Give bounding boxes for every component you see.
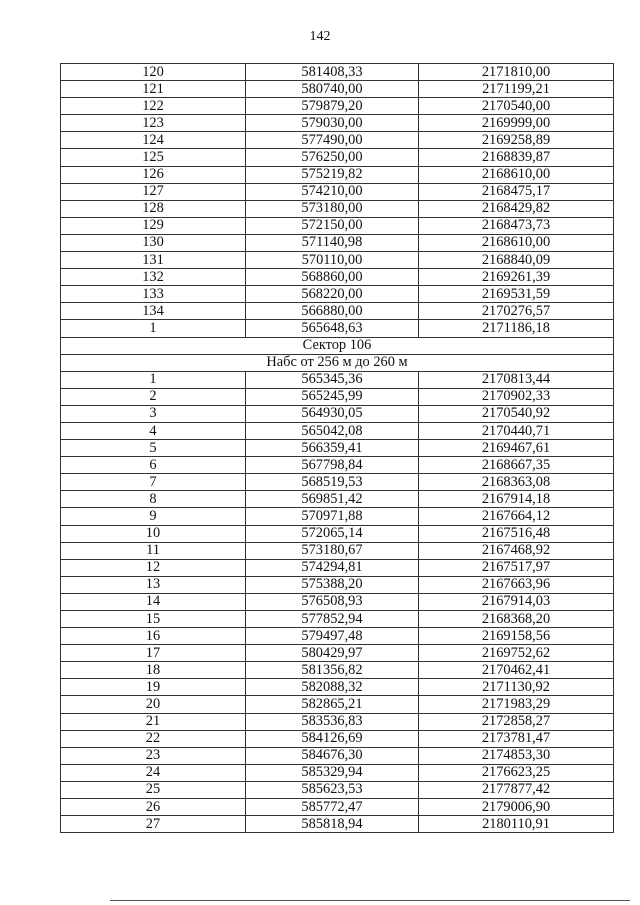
- point-number-cell: 2: [61, 388, 246, 405]
- table-row: [61, 183, 614, 200]
- x-coordinate-cell: 567798,84: [246, 457, 419, 474]
- table-row: [61, 81, 614, 98]
- table-row: [61, 628, 614, 645]
- coordinates-table: [60, 63, 614, 833]
- x-coordinate-cell: 585818,94: [246, 816, 419, 833]
- table-row: [61, 474, 614, 491]
- point-number-cell: 5: [61, 440, 246, 457]
- y-coordinate-cell: 2170276,57: [419, 303, 614, 320]
- y-coordinate-cell: 2168363,08: [419, 474, 614, 491]
- y-coordinate-cell: 2167517,97: [419, 559, 614, 576]
- point-number-cell: 15: [61, 611, 246, 628]
- point-number-cell: 1: [61, 320, 246, 337]
- point-number-cell: 13: [61, 576, 246, 593]
- point-number-cell: 12: [61, 559, 246, 576]
- table-row: [61, 799, 614, 816]
- y-coordinate-cell: 2168610,00: [419, 234, 614, 251]
- y-coordinate-cell: 2167664,12: [419, 508, 614, 525]
- point-number-cell: 16: [61, 628, 246, 645]
- x-coordinate-cell: 564930,05: [246, 405, 419, 422]
- x-coordinate-cell: 565648,63: [246, 320, 419, 337]
- table-row: [61, 747, 614, 764]
- point-number-cell: 133: [61, 286, 246, 303]
- point-number-cell: 121: [61, 81, 246, 98]
- point-number-cell: 126: [61, 166, 246, 183]
- x-coordinate-cell: 581356,82: [246, 662, 419, 679]
- x-coordinate-cell: 582865,21: [246, 696, 419, 713]
- table-row: [61, 422, 614, 439]
- x-coordinate-cell: 572065,14: [246, 525, 419, 542]
- y-coordinate-cell: 2169531,59: [419, 286, 614, 303]
- x-coordinate-cell: 574294,81: [246, 559, 419, 576]
- table-row: [61, 525, 614, 542]
- table-row: [61, 234, 614, 251]
- x-coordinate-cell: 584126,69: [246, 730, 419, 747]
- point-number-cell: 1: [61, 371, 246, 388]
- y-coordinate-cell: 2169752,62: [419, 645, 614, 662]
- table-row: [61, 781, 614, 798]
- point-number-cell: 23: [61, 747, 246, 764]
- y-coordinate-cell: 2170540,92: [419, 405, 614, 422]
- y-coordinate-cell: 2170813,44: [419, 371, 614, 388]
- point-number-cell: 9: [61, 508, 246, 525]
- x-coordinate-cell: 571140,98: [246, 234, 419, 251]
- table-row: [61, 98, 614, 115]
- x-coordinate-cell: 575388,20: [246, 576, 419, 593]
- table-body: [61, 64, 614, 833]
- point-number-cell: 130: [61, 234, 246, 251]
- y-coordinate-cell: 2168475,17: [419, 183, 614, 200]
- y-coordinate-cell: 2171810,00: [419, 64, 614, 81]
- table-row: [61, 645, 614, 662]
- point-number-cell: 120: [61, 64, 246, 81]
- y-coordinate-cell: 2167468,92: [419, 542, 614, 559]
- point-number-cell: 14: [61, 593, 246, 610]
- point-number-cell: 21: [61, 713, 246, 730]
- y-coordinate-cell: 2171983,29: [419, 696, 614, 713]
- point-number-cell: 125: [61, 149, 246, 166]
- x-coordinate-cell: 576250,00: [246, 149, 419, 166]
- x-coordinate-cell: 570110,00: [246, 252, 419, 269]
- x-coordinate-cell: 575219,82: [246, 166, 419, 183]
- table-row: [61, 576, 614, 593]
- table-row: [61, 730, 614, 747]
- point-number-cell: 17: [61, 645, 246, 662]
- y-coordinate-cell: 2167663,96: [419, 576, 614, 593]
- point-number-cell: 128: [61, 200, 246, 217]
- table-row: [61, 662, 614, 679]
- point-number-cell: 129: [61, 217, 246, 234]
- x-coordinate-cell: 582088,32: [246, 679, 419, 696]
- y-coordinate-cell: 2168429,82: [419, 200, 614, 217]
- point-number-cell: 4: [61, 422, 246, 439]
- point-number-cell: 131: [61, 252, 246, 269]
- point-number-cell: 27: [61, 816, 246, 833]
- x-coordinate-cell: 569851,42: [246, 491, 419, 508]
- y-coordinate-cell: 2171186,18: [419, 320, 614, 337]
- x-coordinate-cell: 576508,93: [246, 593, 419, 610]
- table-row: [61, 440, 614, 457]
- point-number-cell: 19: [61, 679, 246, 696]
- y-coordinate-cell: 2169158,56: [419, 628, 614, 645]
- point-number-cell: 6: [61, 457, 246, 474]
- point-number-cell: 24: [61, 764, 246, 781]
- bottom-rule: [110, 900, 630, 901]
- table-row: [61, 388, 614, 405]
- y-coordinate-cell: 2168610,00: [419, 166, 614, 183]
- x-coordinate-cell: 585329,94: [246, 764, 419, 781]
- x-coordinate-cell: 584676,30: [246, 747, 419, 764]
- table-row: [61, 303, 614, 320]
- table-row: [61, 713, 614, 730]
- table-row: [61, 166, 614, 183]
- table-row: [61, 371, 614, 388]
- point-number-cell: 25: [61, 781, 246, 798]
- table-row: [61, 200, 614, 217]
- x-coordinate-cell: 585623,53: [246, 781, 419, 798]
- y-coordinate-cell: 2172858,27: [419, 713, 614, 730]
- x-coordinate-cell: 573180,00: [246, 200, 419, 217]
- table-row: [61, 816, 614, 833]
- y-coordinate-cell: 2167516,48: [419, 525, 614, 542]
- x-coordinate-cell: 573180,67: [246, 542, 419, 559]
- x-coordinate-cell: 579497,48: [246, 628, 419, 645]
- table-row: [61, 269, 614, 286]
- y-coordinate-cell: 2170440,71: [419, 422, 614, 439]
- point-number-cell: 26: [61, 799, 246, 816]
- point-number-cell: 7: [61, 474, 246, 491]
- point-number-cell: 123: [61, 115, 246, 132]
- y-coordinate-cell: 2167914,18: [419, 491, 614, 508]
- x-coordinate-cell: 568860,00: [246, 269, 419, 286]
- y-coordinate-cell: 2168840,09: [419, 252, 614, 269]
- section-header-row: [61, 354, 614, 371]
- x-coordinate-cell: 565042,08: [246, 422, 419, 439]
- y-coordinate-cell: 2170540,00: [419, 98, 614, 115]
- page-number: 142: [309, 29, 331, 44]
- point-number-cell: 20: [61, 696, 246, 713]
- x-coordinate-cell: 580429,97: [246, 645, 419, 662]
- table-row: [61, 132, 614, 149]
- table-row: [61, 115, 614, 132]
- table-row: [61, 491, 614, 508]
- x-coordinate-cell: 577490,00: [246, 132, 419, 149]
- y-coordinate-cell: 2167914,03: [419, 593, 614, 610]
- point-number-cell: 10: [61, 525, 246, 542]
- point-number-cell: 124: [61, 132, 246, 149]
- table-row: [61, 679, 614, 696]
- table-row: [61, 252, 614, 269]
- table-row: [61, 217, 614, 234]
- x-coordinate-cell: 566880,00: [246, 303, 419, 320]
- y-coordinate-cell: 2176623,25: [419, 764, 614, 781]
- y-coordinate-cell: 2169999,00: [419, 115, 614, 132]
- y-coordinate-cell: 2168839,87: [419, 149, 614, 166]
- y-coordinate-cell: 2177877,42: [419, 781, 614, 798]
- point-number-cell: 134: [61, 303, 246, 320]
- section-header-cell: Набс от 256 м до 260 м: [61, 354, 614, 371]
- y-coordinate-cell: 2170462,41: [419, 662, 614, 679]
- point-number-cell: 8: [61, 491, 246, 508]
- y-coordinate-cell: 2168473,73: [419, 217, 614, 234]
- table-row: [61, 320, 614, 337]
- table-row: [61, 559, 614, 576]
- point-number-cell: 127: [61, 183, 246, 200]
- section-header-cell: Сектор 106: [61, 337, 614, 354]
- table-row: [61, 542, 614, 559]
- x-coordinate-cell: 577852,94: [246, 611, 419, 628]
- x-coordinate-cell: 565245,99: [246, 388, 419, 405]
- table-row: [61, 593, 614, 610]
- point-number-cell: 11: [61, 542, 246, 559]
- table-row: [61, 286, 614, 303]
- table-row: [61, 149, 614, 166]
- x-coordinate-cell: 579879,20: [246, 98, 419, 115]
- y-coordinate-cell: 2168368,20: [419, 611, 614, 628]
- y-coordinate-cell: 2169261,39: [419, 269, 614, 286]
- x-coordinate-cell: 581408,33: [246, 64, 419, 81]
- y-coordinate-cell: 2180110,91: [419, 816, 614, 833]
- table-row: [61, 405, 614, 422]
- section-header-row: [61, 337, 614, 354]
- x-coordinate-cell: 566359,41: [246, 440, 419, 457]
- point-number-cell: 18: [61, 662, 246, 679]
- x-coordinate-cell: 579030,00: [246, 115, 419, 132]
- y-coordinate-cell: 2173781,47: [419, 730, 614, 747]
- point-number-cell: 122: [61, 98, 246, 115]
- x-coordinate-cell: 572150,00: [246, 217, 419, 234]
- table-row: [61, 457, 614, 474]
- table-row: [61, 64, 614, 81]
- x-coordinate-cell: 568220,00: [246, 286, 419, 303]
- y-coordinate-cell: 2171199,21: [419, 81, 614, 98]
- x-coordinate-cell: 565345,36: [246, 371, 419, 388]
- y-coordinate-cell: 2179006,90: [419, 799, 614, 816]
- table-row: [61, 508, 614, 525]
- x-coordinate-cell: 574210,00: [246, 183, 419, 200]
- table-row: [61, 611, 614, 628]
- y-coordinate-cell: 2169258,89: [419, 132, 614, 149]
- y-coordinate-cell: 2171130,92: [419, 679, 614, 696]
- y-coordinate-cell: 2169467,61: [419, 440, 614, 457]
- table-row: [61, 764, 614, 781]
- y-coordinate-cell: 2168667,35: [419, 457, 614, 474]
- table-row: [61, 696, 614, 713]
- y-coordinate-cell: 2174853,30: [419, 747, 614, 764]
- point-number-cell: 22: [61, 730, 246, 747]
- point-number-cell: 3: [61, 405, 246, 422]
- x-coordinate-cell: 580740,00: [246, 81, 419, 98]
- x-coordinate-cell: 570971,88: [246, 508, 419, 525]
- x-coordinate-cell: 585772,47: [246, 799, 419, 816]
- y-coordinate-cell: 2170902,33: [419, 388, 614, 405]
- x-coordinate-cell: 568519,53: [246, 474, 419, 491]
- point-number-cell: 132: [61, 269, 246, 286]
- x-coordinate-cell: 583536,83: [246, 713, 419, 730]
